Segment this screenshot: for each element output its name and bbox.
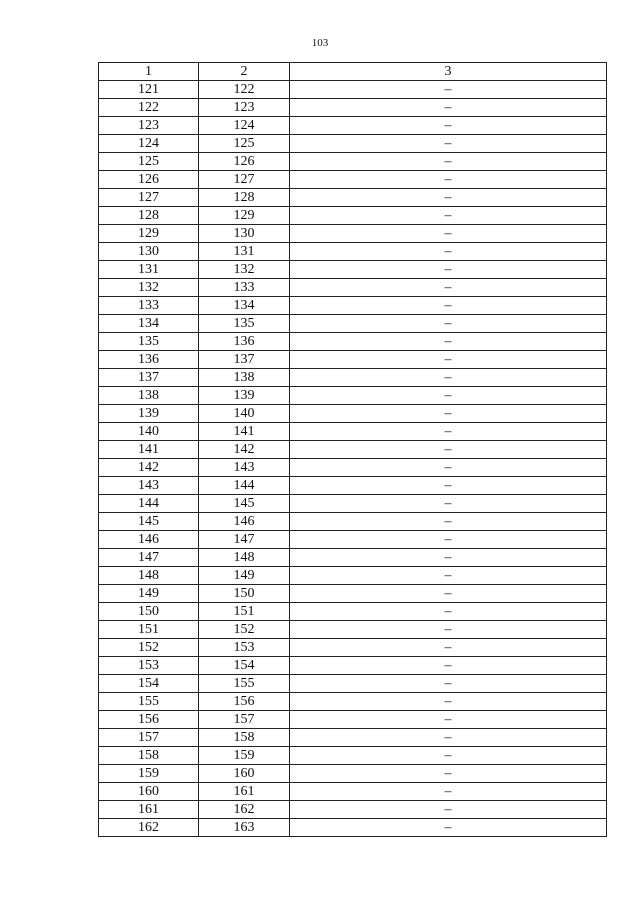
table-cell-col-3: – bbox=[290, 225, 607, 243]
table-header-row bbox=[99, 63, 607, 81]
table-cell-col-1: 158 bbox=[99, 747, 199, 765]
table-cell-col-1: 160 bbox=[99, 783, 199, 801]
table-cell-col-3: – bbox=[290, 243, 607, 261]
table-cell-col-3: – bbox=[290, 747, 607, 765]
table-cell-col-1: 141 bbox=[99, 441, 199, 459]
table-cell-col-1: 154 bbox=[99, 675, 199, 693]
table-cell-col-3: – bbox=[290, 441, 607, 459]
table-cell-col-1: 153 bbox=[99, 657, 199, 675]
table-cell-col-1: 140 bbox=[99, 423, 199, 441]
table-cell-col-3: – bbox=[290, 531, 607, 549]
table-cell-col-1: 135 bbox=[99, 333, 199, 351]
table-cell-col-3: – bbox=[290, 153, 607, 171]
table-cell-col-3: – bbox=[290, 513, 607, 531]
table-cell-col-3: – bbox=[290, 135, 607, 153]
table-cell-col-2: 129 bbox=[199, 207, 290, 225]
table-cell-col-1: 150 bbox=[99, 603, 199, 621]
table-cell-col-3: – bbox=[290, 801, 607, 819]
table-cell-col-3: – bbox=[290, 549, 607, 567]
table-cell-col-1: 161 bbox=[99, 801, 199, 819]
table-cell-col-1: 138 bbox=[99, 387, 199, 405]
table-row bbox=[99, 369, 607, 387]
table-cell-col-3: – bbox=[290, 765, 607, 783]
table-cell-col-3: – bbox=[290, 603, 607, 621]
table-cell-col-1: 156 bbox=[99, 711, 199, 729]
column-header-2: 2 bbox=[199, 63, 290, 81]
table-row bbox=[99, 261, 607, 279]
table-row bbox=[99, 405, 607, 423]
table-cell-col-1: 126 bbox=[99, 171, 199, 189]
table-cell-col-1: 121 bbox=[99, 81, 199, 99]
table-row bbox=[99, 189, 607, 207]
table-cell-col-1: 129 bbox=[99, 225, 199, 243]
table-cell-col-1: 137 bbox=[99, 369, 199, 387]
table-row bbox=[99, 297, 607, 315]
table-row bbox=[99, 603, 607, 621]
table-cell-col-1: 123 bbox=[99, 117, 199, 135]
table-row bbox=[99, 819, 607, 837]
table-cell-col-3: – bbox=[290, 405, 607, 423]
table-body bbox=[99, 81, 607, 837]
table-row bbox=[99, 243, 607, 261]
table-row bbox=[99, 117, 607, 135]
table-cell-col-1: 152 bbox=[99, 639, 199, 657]
table-cell-col-3: – bbox=[290, 189, 607, 207]
table-cell-col-2: 159 bbox=[199, 747, 290, 765]
table-row bbox=[99, 459, 607, 477]
table-row bbox=[99, 567, 607, 585]
table-cell-col-3: – bbox=[290, 693, 607, 711]
table-row bbox=[99, 549, 607, 567]
table-row bbox=[99, 747, 607, 765]
table-cell-col-1: 128 bbox=[99, 207, 199, 225]
table-cell-col-1: 130 bbox=[99, 243, 199, 261]
table-cell-col-2: 134 bbox=[199, 297, 290, 315]
table-cell-col-2: 138 bbox=[199, 369, 290, 387]
table-row bbox=[99, 657, 607, 675]
table-cell-col-1: 125 bbox=[99, 153, 199, 171]
table-cell-col-3: – bbox=[290, 117, 607, 135]
table-cell-col-2: 163 bbox=[199, 819, 290, 837]
table-cell-col-1: 159 bbox=[99, 765, 199, 783]
table-cell-col-3: – bbox=[290, 315, 607, 333]
table-cell-col-3: – bbox=[290, 387, 607, 405]
table-cell-col-2: 132 bbox=[199, 261, 290, 279]
table-row bbox=[99, 693, 607, 711]
table-cell-col-2: 150 bbox=[199, 585, 290, 603]
table-cell-col-3: – bbox=[290, 369, 607, 387]
table-row bbox=[99, 675, 607, 693]
table-cell-col-2: 125 bbox=[199, 135, 290, 153]
table-cell-col-1: 124 bbox=[99, 135, 199, 153]
table-row bbox=[99, 441, 607, 459]
table-cell-col-1: 147 bbox=[99, 549, 199, 567]
table-cell-col-1: 142 bbox=[99, 459, 199, 477]
table-cell-col-2: 146 bbox=[199, 513, 290, 531]
table-row bbox=[99, 423, 607, 441]
table-cell-col-2: 139 bbox=[199, 387, 290, 405]
table-cell-col-2: 128 bbox=[199, 189, 290, 207]
table-row bbox=[99, 99, 607, 117]
table-cell-col-1: 162 bbox=[99, 819, 199, 837]
table-cell-col-1: 136 bbox=[99, 351, 199, 369]
table-cell-col-3: – bbox=[290, 297, 607, 315]
table-cell-col-2: 155 bbox=[199, 675, 290, 693]
table-cell-col-2: 144 bbox=[199, 477, 290, 495]
table-cell-col-1: 131 bbox=[99, 261, 199, 279]
page-number: 103 bbox=[311, 37, 329, 49]
table-cell-col-1: 143 bbox=[99, 477, 199, 495]
table-row bbox=[99, 171, 607, 189]
table-cell-col-1: 151 bbox=[99, 621, 199, 639]
table-cell-col-2: 143 bbox=[199, 459, 290, 477]
table-cell-col-3: – bbox=[290, 783, 607, 801]
table-cell-col-3: – bbox=[290, 423, 607, 441]
table-cell-col-2: 161 bbox=[199, 783, 290, 801]
table-cell-col-2: 141 bbox=[199, 423, 290, 441]
table-cell-col-3: – bbox=[290, 477, 607, 495]
table-row bbox=[99, 81, 607, 99]
table-row bbox=[99, 207, 607, 225]
table-cell-col-3: – bbox=[290, 459, 607, 477]
table-cell-col-3: – bbox=[290, 171, 607, 189]
table-cell-col-3: – bbox=[290, 333, 607, 351]
table-cell-col-1: 146 bbox=[99, 531, 199, 549]
table-cell-col-1: 157 bbox=[99, 729, 199, 747]
table-cell-col-2: 140 bbox=[199, 405, 290, 423]
table-row bbox=[99, 477, 607, 495]
table-row bbox=[99, 513, 607, 531]
table-cell-col-1: 155 bbox=[99, 693, 199, 711]
data-table bbox=[98, 62, 607, 837]
table-cell-col-2: 151 bbox=[199, 603, 290, 621]
table-row bbox=[99, 387, 607, 405]
table-row bbox=[99, 315, 607, 333]
table-row bbox=[99, 225, 607, 243]
table-cell-col-2: 158 bbox=[199, 729, 290, 747]
table-cell-col-2: 153 bbox=[199, 639, 290, 657]
table-cell-col-1: 139 bbox=[99, 405, 199, 423]
table-cell-col-1: 133 bbox=[99, 297, 199, 315]
column-header-3: 3 bbox=[290, 63, 607, 81]
table-row bbox=[99, 135, 607, 153]
table-row bbox=[99, 153, 607, 171]
table-cell-col-1: 145 bbox=[99, 513, 199, 531]
table-cell-col-1: 132 bbox=[99, 279, 199, 297]
table-cell-col-2: 136 bbox=[199, 333, 290, 351]
table-cell-col-2: 152 bbox=[199, 621, 290, 639]
table-row bbox=[99, 639, 607, 657]
table-cell-col-3: – bbox=[290, 81, 607, 99]
table-cell-col-2: 162 bbox=[199, 801, 290, 819]
table-row bbox=[99, 783, 607, 801]
table-cell-col-3: – bbox=[290, 567, 607, 585]
table-cell-col-2: 156 bbox=[199, 693, 290, 711]
table-cell-col-2: 147 bbox=[199, 531, 290, 549]
table-cell-col-3: – bbox=[290, 279, 607, 297]
table-cell-col-2: 148 bbox=[199, 549, 290, 567]
table-cell-col-2: 149 bbox=[199, 567, 290, 585]
table-cell-col-2: 131 bbox=[199, 243, 290, 261]
table-cell-col-2: 133 bbox=[199, 279, 290, 297]
table-row bbox=[99, 333, 607, 351]
table-row bbox=[99, 765, 607, 783]
table-cell-col-2: 145 bbox=[199, 495, 290, 513]
table-cell-col-3: – bbox=[290, 99, 607, 117]
table-cell-col-3: – bbox=[290, 585, 607, 603]
table-cell-col-2: 157 bbox=[199, 711, 290, 729]
table-row bbox=[99, 495, 607, 513]
column-header-1: 1 bbox=[99, 63, 199, 81]
table-cell-col-3: – bbox=[290, 657, 607, 675]
table-cell-col-3: – bbox=[290, 261, 607, 279]
table-cell-col-1: 122 bbox=[99, 99, 199, 117]
table-row bbox=[99, 351, 607, 369]
table-cell-col-1: 127 bbox=[99, 189, 199, 207]
table-cell-col-2: 123 bbox=[199, 99, 290, 117]
table-row bbox=[99, 729, 607, 747]
table-row bbox=[99, 711, 607, 729]
table-cell-col-2: 135 bbox=[199, 315, 290, 333]
table-cell-col-3: – bbox=[290, 495, 607, 513]
table-row bbox=[99, 621, 607, 639]
table-cell-col-2: 160 bbox=[199, 765, 290, 783]
table-cell-col-3: – bbox=[290, 621, 607, 639]
table-cell-col-2: 142 bbox=[199, 441, 290, 459]
table-row bbox=[99, 585, 607, 603]
table-cell-col-3: – bbox=[290, 819, 607, 837]
table-cell-col-3: – bbox=[290, 711, 607, 729]
table-cell-col-1: 148 bbox=[99, 567, 199, 585]
table-row bbox=[99, 531, 607, 549]
table-cell-col-2: 130 bbox=[199, 225, 290, 243]
table-cell-col-3: – bbox=[290, 729, 607, 747]
table-cell-col-2: 122 bbox=[199, 81, 290, 99]
table-cell-col-2: 126 bbox=[199, 153, 290, 171]
table-cell-col-3: – bbox=[290, 207, 607, 225]
table-cell-col-1: 134 bbox=[99, 315, 199, 333]
table-cell-col-1: 149 bbox=[99, 585, 199, 603]
table-cell-col-3: – bbox=[290, 351, 607, 369]
table-row bbox=[99, 279, 607, 297]
table-cell-col-1: 144 bbox=[99, 495, 199, 513]
table-cell-col-2: 127 bbox=[199, 171, 290, 189]
table-cell-col-3: – bbox=[290, 639, 607, 657]
table-cell-col-2: 124 bbox=[199, 117, 290, 135]
table-cell-col-2: 137 bbox=[199, 351, 290, 369]
table-cell-col-3: – bbox=[290, 675, 607, 693]
table-row bbox=[99, 801, 607, 819]
table-cell-col-2: 154 bbox=[199, 657, 290, 675]
